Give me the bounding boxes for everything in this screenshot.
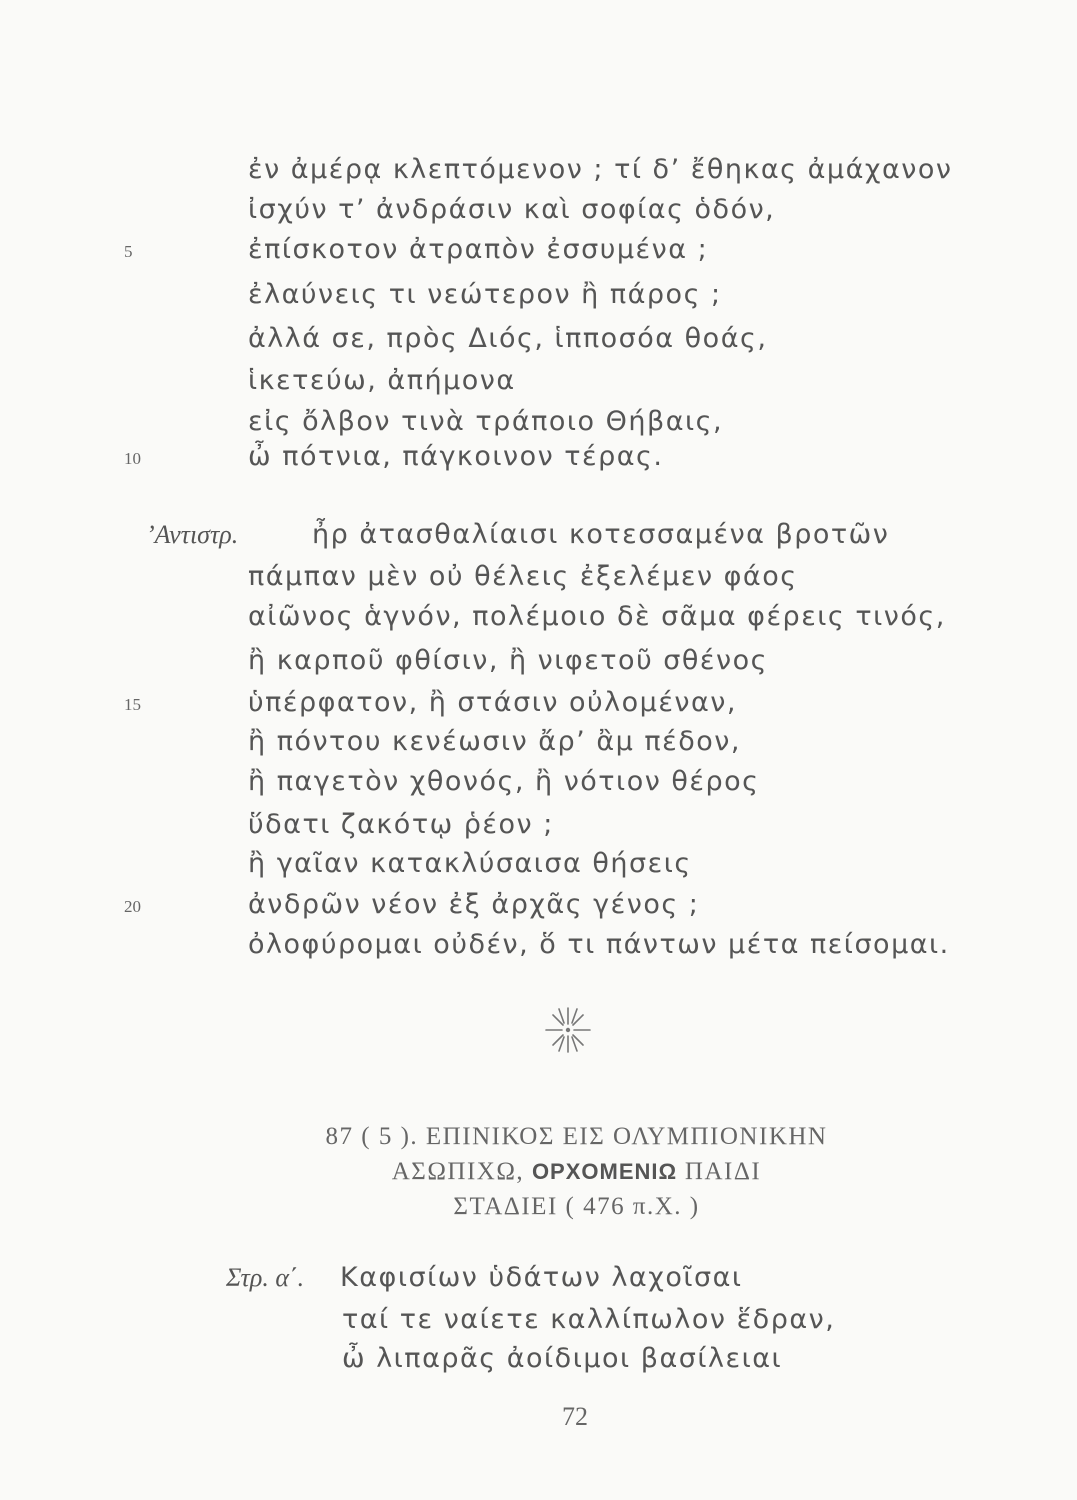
heading-line-1: 87 ( 5 ). ΕΠΙΝΙΚΟΣ ΕΙΣ ΟΛΥΜΠΙΟΝΙΚΗΝ xyxy=(325,1123,828,1150)
verse-line: Καφισίων ὑδάτων λαχοῖσαι xyxy=(340,1262,743,1293)
line-number: 20 xyxy=(124,897,141,916)
heading-line-3: ΣΤΑΔΙΕΙ ( 476 π.Χ. ) xyxy=(453,1193,700,1220)
verse-line: ἐλαύνεις τι νεώτερον ἢ πάρος ; xyxy=(248,279,722,310)
verse-line: ἢ πόντου κενέωσιν ἄρ’ ἂμ πέδον, xyxy=(248,726,741,757)
antistrophe-label: ’Αντιστρ. xyxy=(146,520,239,549)
verse-line: ὀλοφύρομαι οὐδέν, ὅ τι πάντων μέτα πείσομαι. xyxy=(248,929,950,960)
heading-part: ΠΑΙΔΙ xyxy=(677,1158,762,1185)
strophe-label: Στρ. α΄. xyxy=(226,1263,305,1292)
verse-line: ἰσχύν τ’ ἀνδράσιν καὶ σοφίας ὁδόν, xyxy=(248,194,776,225)
verse-line: ἱκετεύω, ἀπήμονα xyxy=(248,365,516,396)
verse-line: ἢ γαῖαν κατακλύσαισα θήσεις xyxy=(248,848,692,879)
verse-line: ὕδατι ζακότῳ ῥέον ; xyxy=(248,809,554,840)
verse-line: ὑπέρφατον, ἢ στάσιν οὐλομέναν, xyxy=(248,687,737,718)
line-number: 5 xyxy=(124,242,133,261)
heading-line-2 xyxy=(38,1155,1077,1189)
page-number: 72 xyxy=(562,1402,588,1431)
verse-line: ἀνδρῶν νέον ἐξ ἀρχᾶς γένος ; xyxy=(248,889,700,920)
verse-line: ἢ παγετὸν χθονός, ἢ νότιον θέρος xyxy=(248,766,760,797)
heading-part: ΑΣΩΠΙΧΩ, xyxy=(391,1158,532,1185)
verse-line: πάμπαν μὲν οὐ θέλεις ἐξελέμεν φάος xyxy=(248,561,798,592)
verse-line: ἐπίσκοτον ἀτραπὸν ἐσσυμένα ; xyxy=(248,234,709,265)
verse-line: ἦρ ἀτασθαλίαισι κοτεσσαμένα βροτῶν xyxy=(312,519,890,550)
verse-line: εἰς ὄλβον τινὰ τράποιο Θήβαις, xyxy=(248,406,724,437)
verse-line: ἐν ἀμέρᾳ κλεπτόμενον ; τί δ’ ἔθηκας ἀμάχανον xyxy=(248,154,953,185)
verse-line: ὦ λιπαρᾶς ἀοίδιμοι βασίλειαι xyxy=(342,1343,783,1374)
verse-line: ὦ πότνια, πάγκοινον τέρας. xyxy=(248,441,664,472)
heading-bold-part: ΟΡΧΟΜΕΝΙΩ xyxy=(531,1159,678,1184)
line-number: 15 xyxy=(124,695,141,714)
star-ornament-icon xyxy=(540,1002,596,1058)
line-number: 10 xyxy=(124,449,141,468)
verse-line: ταί τε ναίετε καλλίπωλον ἕδραν, xyxy=(342,1304,836,1335)
verse-line: αἰῶνος ἁγνόν, πολέμοιο δὲ σᾶμα φέρεις τινός, xyxy=(248,601,946,632)
verse-line: ἀλλά σε, πρὸς Διός, ἱπποσόα θοάς, xyxy=(248,323,768,354)
verse-line: ἢ καρποῦ φθίσιν, ἢ νιφετοῦ σθένος xyxy=(248,645,768,676)
